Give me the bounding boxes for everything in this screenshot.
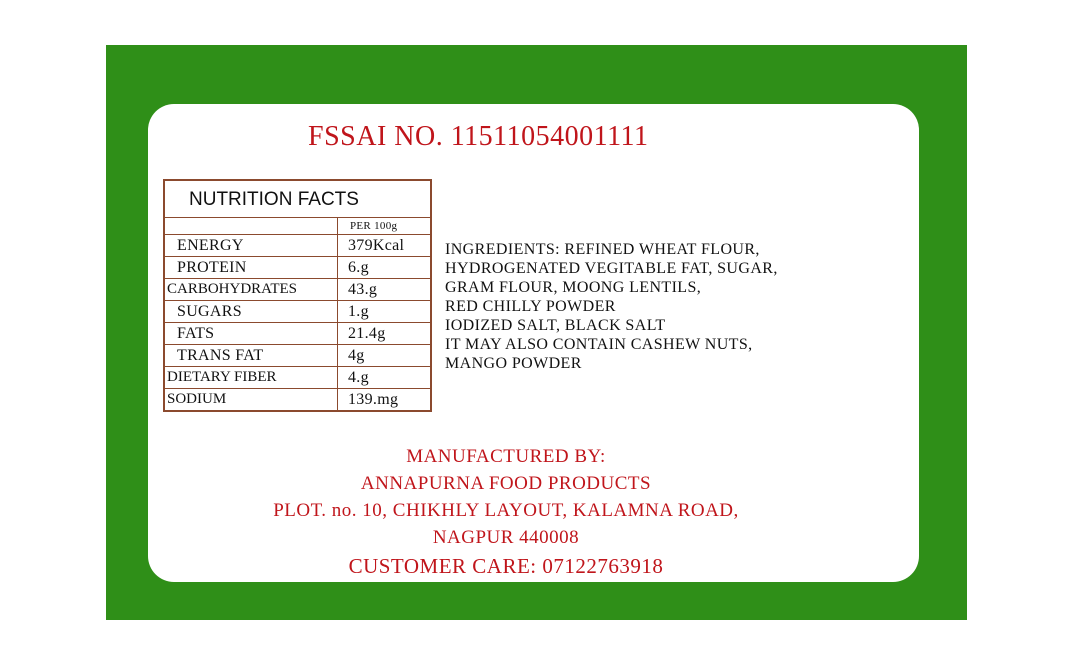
nutrient-value: 4.g [338,367,432,389]
ingredients-line: HYDROGENATED VEGITABLE FAT, SUGAR, [445,260,778,277]
nutrient-name: TRANS FAT [164,345,338,367]
nutrient-name: DIETARY FIBER [164,367,338,389]
ingredients-line: RED CHILLY POWDER [445,298,616,315]
fssai-number: FSSAI NO. 11511054001111 [308,121,649,152]
nutrient-value: 1.g [338,301,432,323]
per-spacer [164,218,338,235]
per-100g-label: PER 100g [338,218,432,235]
nutrient-value: 379Kcal [338,235,432,257]
nutrient-value: 4g [338,345,432,367]
nutrient-row [164,367,431,389]
ingredients-line: MANGO POWDER [445,355,582,372]
ingredients-line: IODIZED SALT, BLACK SALT [445,317,666,334]
nutrient-name: SODIUM [164,389,338,412]
manufactured-by-heading: MANUFACTURED BY: [406,446,606,467]
manufacturer-block [196,443,816,581]
company-name: ANNAPURNA FOOD PRODUCTS [360,473,652,494]
nutrient-name: SUGARS [164,301,338,323]
ingredients-line: INGREDIENTS: REFINED WHEAT FLOUR, [445,241,760,258]
nutrient-value: 21.4g [338,323,432,345]
ingredients-line: IT MAY ALSO CONTAIN CASHEW NUTS, [445,336,753,353]
nutrient-row [164,279,431,301]
ingredients-line: GRAM FLOUR, MOONG LENTILS, [445,279,702,296]
nutrient-name: FATS [164,323,338,345]
nutrient-row [164,323,431,345]
nutrient-value: 6.g [338,257,432,279]
address-line: PLOT. no. 10, CHIKHLY LAYOUT, KALAMNA ROAD, [273,500,739,521]
city-line: NAGPUR 440008 [432,527,580,548]
nutrient-value: 139.mg [338,389,432,412]
nutrition-facts-title: NUTRITION FACTS [164,180,431,218]
nutrient-value: 43.g [338,279,432,301]
nutrient-row [164,345,431,367]
nutrient-name: ENERGY [164,235,338,257]
nutrient-name: PROTEIN [164,257,338,279]
customer-care: CUSTOMER CARE: 07122763918 [348,554,664,578]
nutrition-facts-table [163,179,432,412]
nutrient-row [164,389,431,412]
nutrient-row [164,235,431,257]
nutrient-row [164,301,431,323]
nutrient-row [164,257,431,279]
ingredients-text [445,240,778,373]
nutrient-name: CARBOHYDRATES [164,279,338,301]
